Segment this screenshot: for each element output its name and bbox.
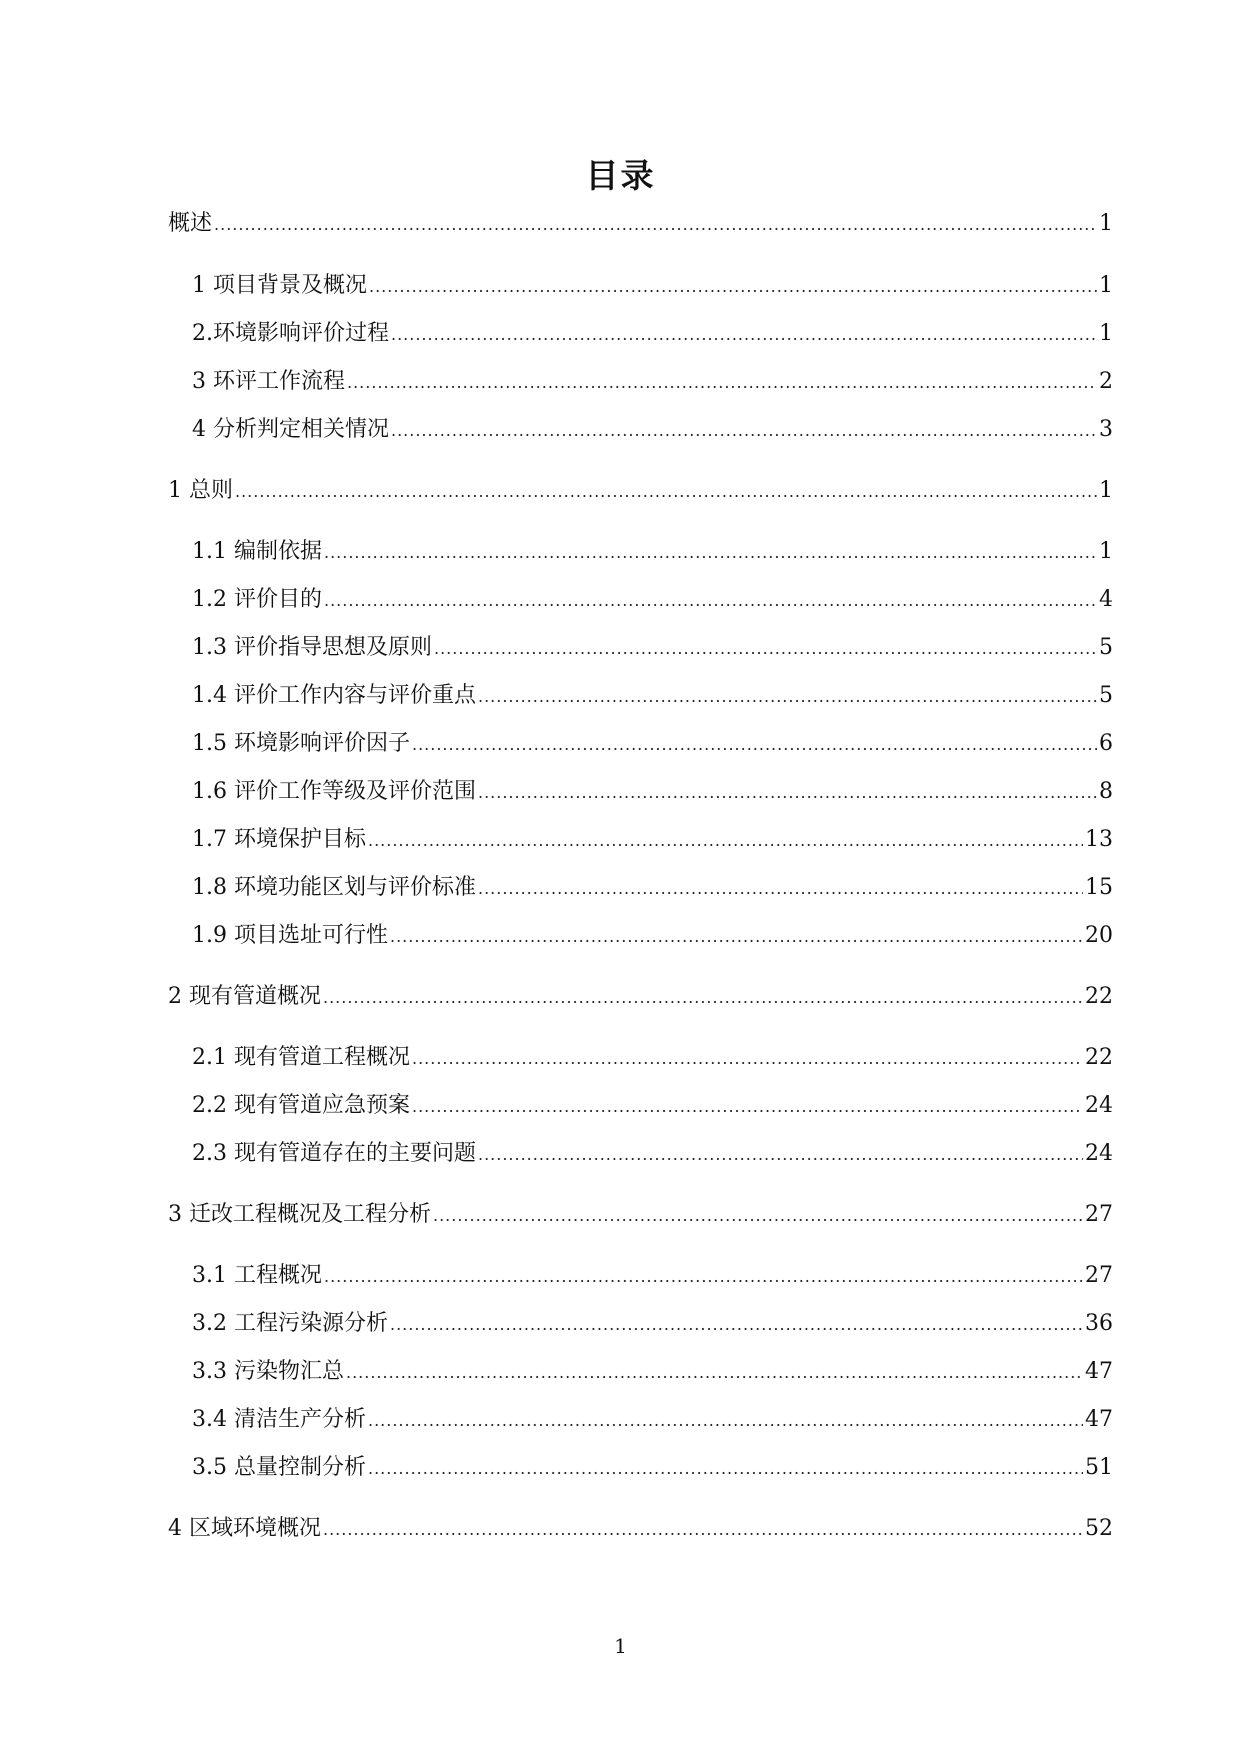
toc-entry-page: 1	[1099, 478, 1113, 503]
toc-entry-page: 5	[1099, 635, 1113, 660]
toc-entry-label: 1.8 环境功能区划与评价标准	[192, 875, 476, 900]
toc-entry-label: 3.4 清洁生产分析	[192, 1407, 366, 1432]
toc-entry[interactable]	[192, 922, 1113, 950]
page-number: 1	[614, 1634, 627, 1658]
toc-entry[interactable]	[168, 477, 1113, 505]
toc-entry[interactable]	[192, 1262, 1113, 1290]
toc-leader	[412, 1093, 1083, 1121]
toc-entry[interactable]	[192, 320, 1113, 348]
toc-entry[interactable]	[192, 634, 1113, 662]
toc-entry-label: 2.环境影响评价过程	[192, 321, 389, 346]
toc-entry-label: 1.9 项目选址可行性	[192, 923, 388, 948]
toc-entry[interactable]	[192, 1310, 1113, 1338]
toc-entry-page: 3	[1099, 417, 1113, 442]
toc-entry-label: 4 分析判定相关情况	[192, 417, 389, 442]
toc-entry-label: 1 项目背景及概况	[192, 273, 367, 298]
toc-leader	[324, 539, 1097, 567]
toc-entry[interactable]	[168, 1515, 1113, 1543]
toc-entry[interactable]	[192, 1406, 1113, 1434]
toc-entry-page: 1	[1099, 321, 1113, 346]
toc-entry-label: 2.1 现有管道工程概况	[192, 1045, 410, 1070]
toc-entry-page: 1	[1099, 211, 1113, 236]
toc-entry[interactable]	[192, 1044, 1113, 1072]
toc-leader	[368, 1407, 1083, 1435]
toc-entry-page: 22	[1085, 1045, 1113, 1070]
toc-entry-page: 5	[1099, 683, 1113, 708]
toc-entry-label: 2.2 现有管道应急预案	[192, 1093, 410, 1118]
toc-leader	[391, 417, 1097, 445]
toc-entry-label: 1 总则	[168, 478, 233, 503]
toc-leader	[368, 1455, 1083, 1483]
toc-leader	[478, 875, 1083, 903]
toc-entry-label: 1.6 评价工作等级及评价范围	[192, 779, 476, 804]
toc-entry-label: 3 环评工作流程	[192, 369, 345, 394]
toc-entry-label: 概述	[168, 211, 213, 236]
toc-entry[interactable]	[192, 416, 1113, 444]
toc-entry[interactable]	[192, 368, 1113, 396]
toc-entry-page: 6	[1099, 731, 1113, 756]
toc-entry-page: 52	[1085, 1516, 1113, 1541]
toc-entry-page: 27	[1085, 1263, 1113, 1288]
toc-entry-page: 27	[1085, 1202, 1113, 1227]
toc-leader	[412, 1045, 1083, 1073]
toc-entry-label: 2 现有管道概况	[168, 984, 321, 1009]
toc-entry-label: 1.4 评价工作内容与评价重点	[192, 683, 476, 708]
toc-entry-label: 1.3 评价指导思想及原则	[192, 635, 432, 660]
toc-entry-page: 2	[1099, 369, 1113, 394]
toc-leader	[390, 923, 1083, 951]
toc-leader	[346, 1359, 1083, 1387]
toc-entry-label: 2.3 现有管道存在的主要问题	[192, 1141, 476, 1166]
toc-entry[interactable]	[192, 874, 1113, 902]
toc-entry[interactable]	[192, 1358, 1113, 1386]
toc-entry[interactable]	[192, 778, 1113, 806]
toc-entry-label: 3.3 污染物汇总	[192, 1359, 344, 1384]
toc-entry-label: 3 迁改工程概况及工程分析	[168, 1202, 431, 1227]
toc-leader	[369, 273, 1097, 301]
toc-entry[interactable]	[192, 826, 1113, 854]
toc-entry-label: 1.1 编制依据	[192, 539, 322, 564]
toc-entry-page: 8	[1099, 779, 1113, 804]
toc-entry-page: 15	[1085, 875, 1113, 900]
toc-entry-page: 4	[1099, 587, 1113, 612]
toc-entry[interactable]	[168, 1201, 1113, 1229]
toc-entry-label: 3.2 工程污染源分析	[192, 1311, 388, 1336]
toc-entry[interactable]	[192, 682, 1113, 710]
toc-leader	[434, 635, 1097, 663]
toc-entry[interactable]	[168, 210, 1113, 238]
toc-entry-page: 36	[1085, 1311, 1113, 1336]
toc-entry[interactable]	[168, 983, 1113, 1011]
toc-leader	[323, 984, 1083, 1012]
toc-entry-page: 13	[1085, 827, 1113, 852]
toc-leader	[478, 683, 1097, 711]
toc-entry-page: 1	[1099, 539, 1113, 564]
toc-entry[interactable]	[192, 1092, 1113, 1120]
toc-entry[interactable]	[192, 730, 1113, 758]
toc-entry-page: 20	[1085, 923, 1113, 948]
toc-entry-page: 24	[1085, 1093, 1113, 1118]
toc-entry-label: 4 区域环境概况	[168, 1516, 321, 1541]
toc-entry[interactable]	[192, 272, 1113, 300]
toc-entry-label: 1.2 评价目的	[192, 587, 322, 612]
toc-entry-label: 3.1 工程概况	[192, 1263, 322, 1288]
toc-entry-label: 3.5 总量控制分析	[192, 1455, 366, 1480]
toc-entry-page: 51	[1085, 1455, 1113, 1480]
toc-entry[interactable]	[192, 538, 1113, 566]
toc-leader	[368, 827, 1083, 855]
toc-leader	[391, 321, 1097, 349]
toc-title: 目录	[585, 156, 656, 195]
toc-leader	[478, 779, 1097, 807]
toc-leader	[347, 369, 1097, 397]
toc-leader	[433, 1202, 1083, 1230]
toc-entry-page: 47	[1085, 1407, 1113, 1432]
toc-leader	[478, 1141, 1083, 1169]
toc-entry-page: 24	[1085, 1141, 1113, 1166]
toc-leader	[412, 731, 1097, 759]
toc-entry[interactable]	[192, 1140, 1113, 1168]
toc-entry-label: 1.5 环境影响评价因子	[192, 731, 410, 756]
toc-leader	[324, 587, 1097, 615]
toc-leader	[235, 478, 1097, 506]
toc-entry-page: 22	[1085, 984, 1113, 1009]
toc-leader	[323, 1516, 1083, 1544]
toc-entry[interactable]	[192, 586, 1113, 614]
toc-entry-page: 47	[1085, 1359, 1113, 1384]
toc-leader	[214, 211, 1097, 239]
toc-entry-page: 1	[1099, 273, 1113, 298]
toc-entry[interactable]	[192, 1454, 1113, 1482]
toc-leader	[324, 1263, 1083, 1291]
toc-entry-label: 1.7 环境保护目标	[192, 827, 366, 852]
toc-leader	[390, 1311, 1083, 1339]
